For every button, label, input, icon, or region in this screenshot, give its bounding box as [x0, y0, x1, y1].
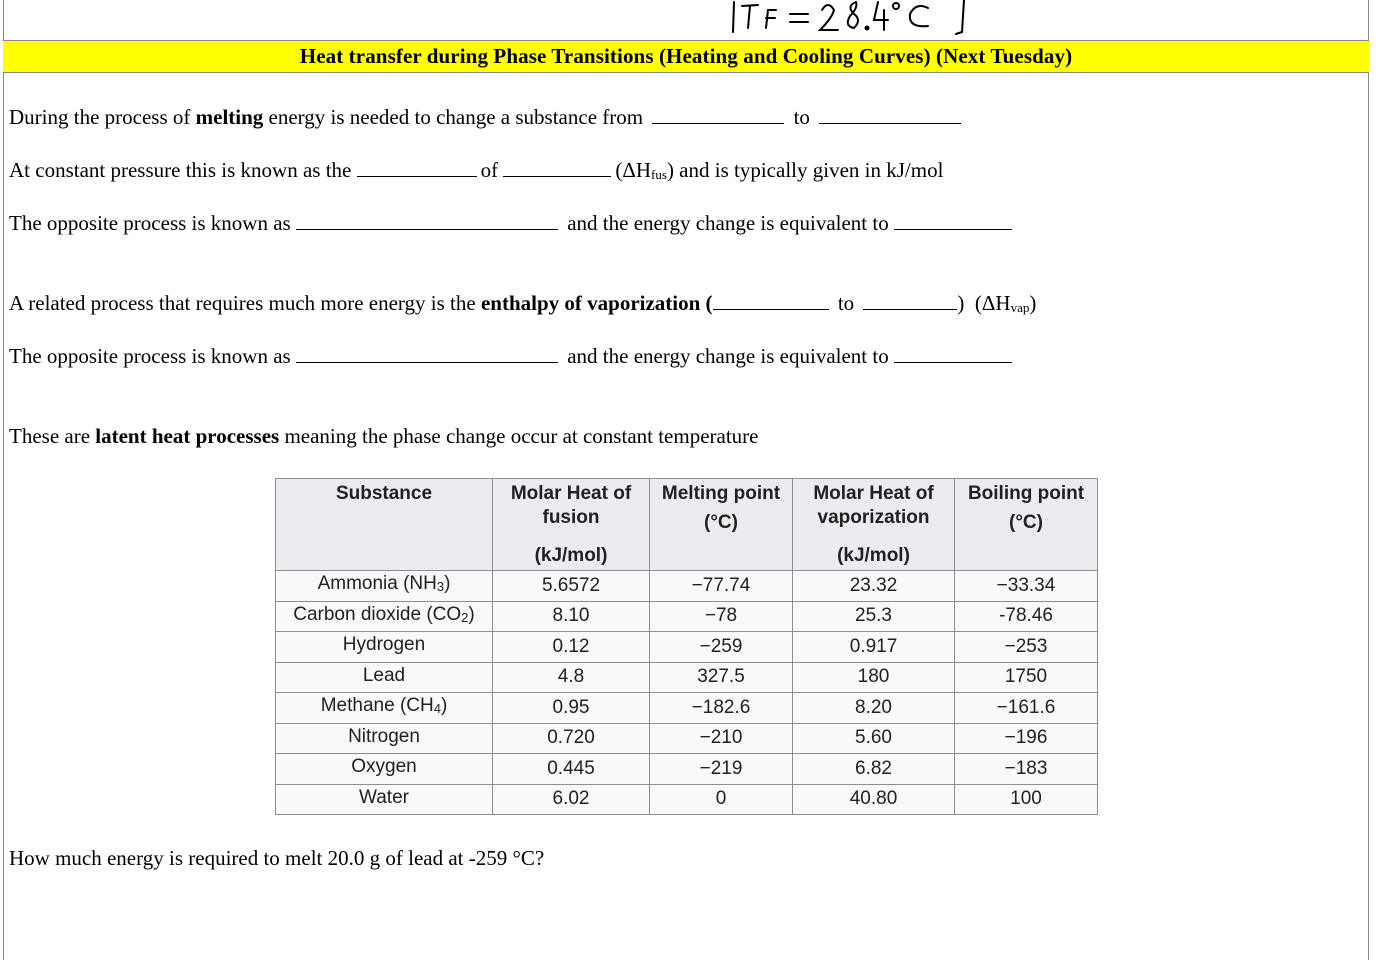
blank-from-phase[interactable] [652, 105, 784, 124]
cell-substance: Lead [276, 662, 493, 693]
blank-opposite-process-2[interactable] [296, 344, 558, 363]
text: to [793, 105, 810, 129]
cell-melting-point: 327.5 [650, 662, 793, 693]
opposite-fusion-sentence [9, 211, 1016, 235]
vap-subscript: vap [1010, 300, 1030, 315]
cell-substance: Carbon dioxide (CO2) [276, 601, 493, 632]
header-molar-heat-vaporization [793, 479, 955, 571]
header-boiling-point [955, 479, 1098, 571]
cell-melting-point: −78 [650, 601, 793, 632]
text: and the energy change is equivalent to [567, 344, 894, 368]
cell-fusion: 4.8 [493, 662, 650, 693]
blank-to-phase[interactable] [819, 105, 961, 124]
cell-melting-point: −219 [650, 754, 793, 785]
cell-vaporization: 23.32 [793, 571, 955, 602]
cell-melting-point: −77.74 [650, 571, 793, 602]
cell-substance: Ammonia (NH3) [276, 571, 493, 602]
text: The opposite process is known as [9, 211, 296, 235]
text: energy is needed to change a substance from [263, 105, 649, 129]
cell-boiling-point: −253 [955, 632, 1098, 663]
cell-melting-point: −210 [650, 723, 793, 754]
cell-boiling-point: −161.6 [955, 693, 1098, 724]
delta-h-symbol: (ΔH [974, 291, 1011, 315]
cell-fusion: 0.445 [493, 754, 650, 785]
text: ) [957, 291, 965, 315]
header-melting-point [650, 479, 793, 571]
fusion-sentence [9, 158, 943, 187]
cell-boiling-point: −196 [955, 723, 1098, 754]
cell-melting-point: −182.6 [650, 693, 793, 724]
header-label: vaporization [817, 507, 930, 528]
table-header-row [276, 479, 1098, 571]
text: ) and is typically given in kJ/mol [666, 158, 944, 182]
header-label: Molar Heat of [813, 483, 934, 504]
cell-fusion: 5.6572 [493, 571, 650, 602]
header-substance [276, 479, 493, 571]
header-unit: (°C) [704, 512, 738, 533]
bold-term-melting: melting [195, 105, 264, 129]
table-row [276, 754, 1098, 785]
cell-substance: Nitrogen [276, 723, 493, 754]
cell-substance: Methane (CH4) [276, 693, 493, 724]
table-row [276, 662, 1098, 693]
header-unit: (kJ/mol) [534, 545, 608, 566]
cell-vaporization: 180 [793, 662, 955, 693]
cell-vaporization: 25.3 [793, 601, 955, 632]
cell-melting-point: 0 [650, 784, 793, 815]
text: to [837, 291, 855, 315]
header-label: Boiling point [967, 483, 1085, 504]
cell-vaporization: 40.80 [793, 784, 955, 815]
cell-vaporization: 5.60 [793, 723, 955, 754]
text: During the process of [9, 105, 196, 129]
blank-vap-to[interactable] [863, 291, 957, 310]
header-unit: (kJ/mol) [837, 545, 910, 566]
cell-vaporization: 0.917 [793, 632, 955, 663]
cell-substance: Oxygen [276, 754, 493, 785]
cell-vaporization: 6.82 [793, 754, 955, 785]
delta-h-symbol: (ΔH [615, 158, 652, 182]
phase-change-data-table [275, 478, 1098, 815]
header-label: fusion [542, 507, 600, 528]
text: ) [1029, 291, 1037, 315]
blank-vap-from[interactable] [713, 291, 829, 310]
blank-term-2[interactable] [503, 158, 611, 177]
cell-boiling-point: −183 [955, 754, 1098, 785]
latent-heat-sentence [9, 424, 759, 448]
header-label: Molar Heat of [510, 483, 632, 504]
melting-sentence [9, 105, 965, 129]
table-row [276, 571, 1098, 602]
cell-boiling-point: -78.46 [955, 601, 1098, 632]
cell-vaporization: 8.20 [793, 693, 955, 724]
text: and the energy change is equivalent to [567, 211, 894, 235]
text: These are [9, 424, 96, 448]
cell-fusion: 6.02 [493, 784, 650, 815]
table-row [276, 784, 1098, 815]
cell-fusion: 8.10 [493, 601, 650, 632]
blank-opposite-process[interactable] [296, 211, 558, 230]
header-molar-heat-fusion [493, 479, 650, 571]
header-label: Substance [335, 483, 433, 504]
cell-boiling-point: 1750 [955, 662, 1098, 693]
table-row [276, 723, 1098, 754]
cell-fusion: 0.720 [493, 723, 650, 754]
blank-term-1[interactable] [357, 158, 477, 177]
header-label: Melting point [661, 483, 781, 504]
header-unit: (°C) [1009, 512, 1043, 533]
question-text: How much energy is required to melt 20.0 g of lead at -259 °C? [9, 846, 545, 870]
handwriting-ink-icon [728, 0, 978, 36]
handwritten-annotation [728, 0, 978, 36]
table-row [276, 601, 1098, 632]
text: A related process that requires much more energy is the [9, 291, 481, 315]
cell-boiling-point: 100 [955, 784, 1098, 815]
text: At constant pressure this is known as the [9, 158, 357, 182]
vaporization-sentence [9, 291, 1036, 320]
page-title: Heat transfer during Phase Transitions (Heating and Cooling Curves) (Next Tuesday) [299, 44, 1073, 68]
text: meaning the phase change occur at constant temperature [279, 424, 759, 448]
bold-term-latent-heat: latent heat processes [95, 424, 280, 448]
cell-substance: Water [276, 784, 493, 815]
text: The opposite process is known as [9, 344, 296, 368]
cell-melting-point: −259 [650, 632, 793, 663]
cell-fusion: 0.95 [493, 693, 650, 724]
cell-substance: Hydrogen [276, 632, 493, 663]
blank-energy-equivalent[interactable] [894, 211, 1012, 230]
fus-subscript: fus [651, 167, 667, 182]
cell-boiling-point: −33.34 [955, 571, 1098, 602]
bold-term-enthalpy-vaporization: enthalpy of vaporization ( [480, 291, 713, 315]
title-bar [3, 40, 1369, 73]
table-row [276, 693, 1098, 724]
text: of [480, 158, 499, 182]
blank-energy-equivalent-2[interactable] [894, 344, 1012, 363]
opposite-vaporization-sentence [9, 344, 1016, 368]
cell-fusion: 0.12 [493, 632, 650, 663]
table-row [276, 632, 1098, 663]
